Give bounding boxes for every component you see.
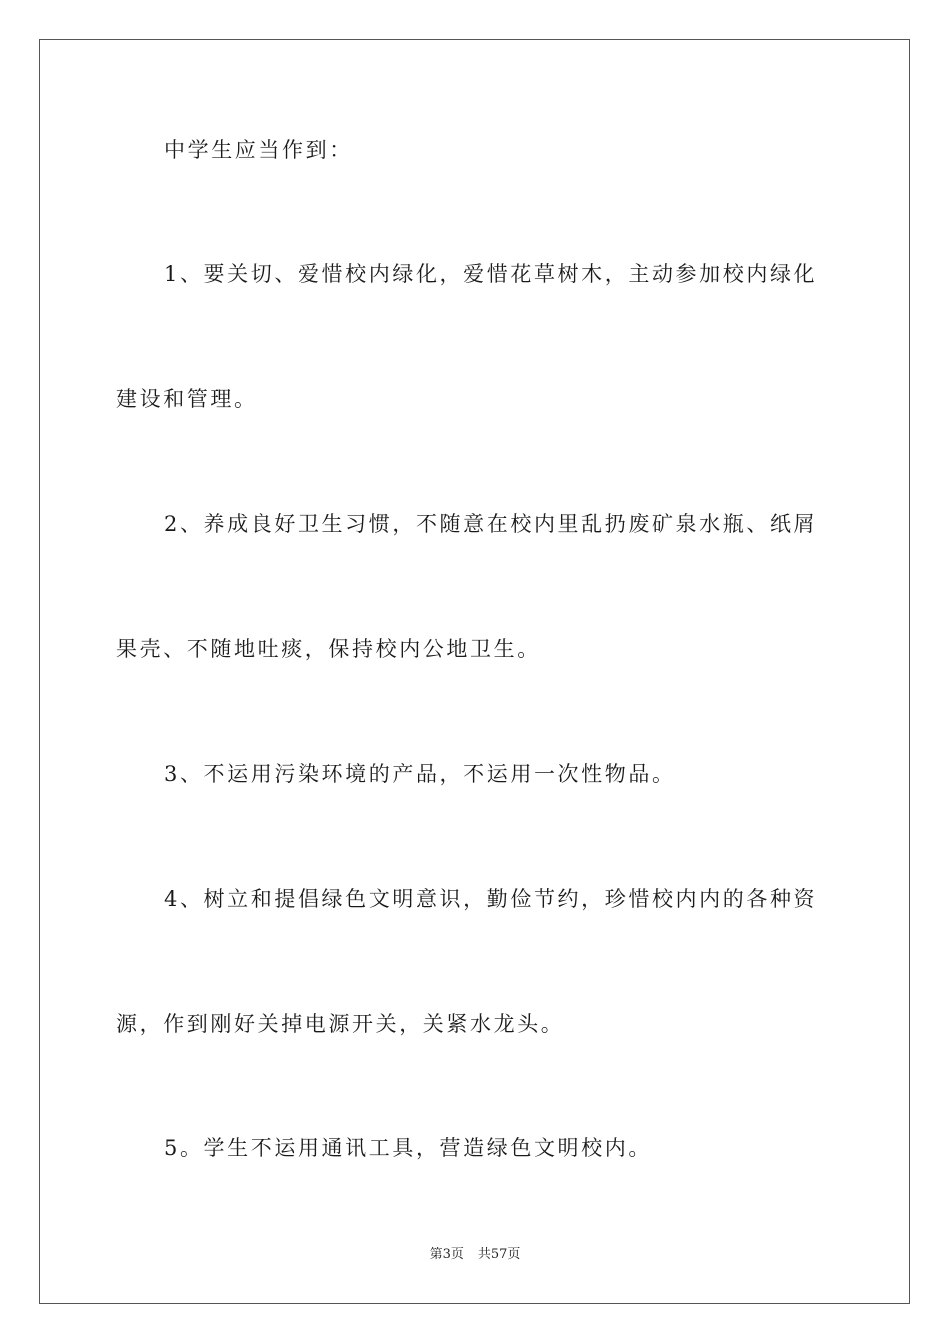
page-number: 第3页 [429, 1247, 464, 1262]
page-total: 共57页 [477, 1247, 521, 1262]
paragraph-item-1-line-2: 建设和管理。 [116, 387, 258, 411]
paragraph-item-5: 5。学生不运用通讯工具，营造绿色文明校内。 [164, 1136, 652, 1160]
paragraph-item-4-line-2: 源，作到刚好关掉电源开关，关紧水龙头。 [116, 1012, 565, 1036]
paragraph-item-4-line-1: 4、树立和提倡绿色文明意识，勤俭节约，珍惜校内内的各种资 [164, 887, 818, 911]
paragraph-item-2-line-2: 果壳、不随地吐痰，保持校内公地卫生。 [116, 637, 541, 661]
page-footer [0, 1246, 950, 1264]
paragraph-intro: 中学生应当作到： [164, 138, 353, 162]
paragraph-item-2-line-1: 2、养成良好卫生习惯，不随意在校内里乱扔废矿泉水瓶、纸屑 [164, 512, 818, 536]
page-frame [39, 39, 910, 1304]
paragraph-item-3: 3、不运用污染环境的产品，不运用一次性物品。 [164, 762, 676, 786]
paragraph-item-1-line-1: 1、要关切、爱惜校内绿化，爱惜花草树木，主动参加校内绿化 [164, 262, 818, 286]
